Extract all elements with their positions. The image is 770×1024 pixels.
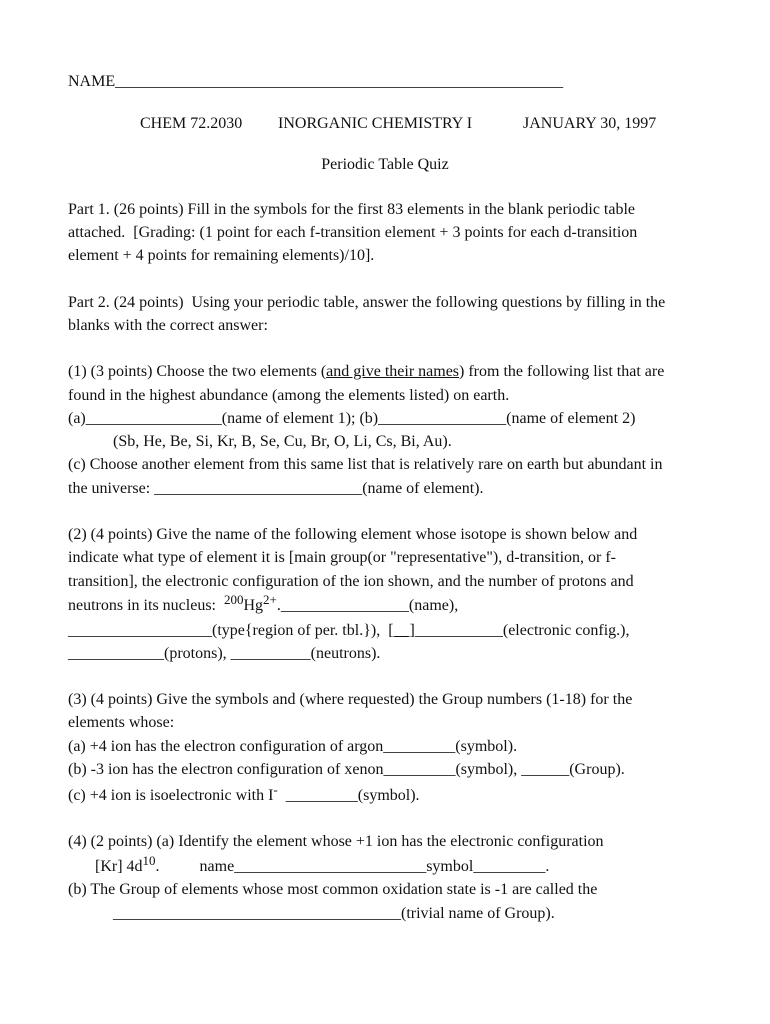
q4-answer-blank[interactable]: ____________________________________(trivial name of Group). bbox=[113, 905, 555, 922]
course-code: CHEM 72.2030 bbox=[140, 115, 243, 132]
q3-answer-blank[interactable] bbox=[68, 782, 420, 806]
q2-line: (2) (4 points) Give the name of the following element whose isotope is shown below and bbox=[68, 526, 638, 543]
q3-text: (c) +4 ion is isoelectronic with I bbox=[68, 787, 274, 804]
course-title: INORGANIC CHEMISTRY I bbox=[278, 115, 473, 132]
part1-line: element + 4 points for remaining elements)/10]. bbox=[68, 247, 375, 264]
part2-line: Part 2. (24 points) Using your periodic table, answer the following questions by filling in the bbox=[68, 294, 666, 311]
q2-line: transition], the electronic configuration of the ion shown, and the number of protons and bbox=[68, 573, 634, 590]
q4-name-symbol-blanks[interactable]: . name________________________symbol_________. bbox=[155, 858, 550, 875]
q2-text: neutrons in its nucleus: bbox=[68, 597, 224, 614]
q1-line: found in the highest abundance (among the elements listed) on earth. bbox=[68, 387, 510, 404]
q2-config-blank[interactable]: ___________(electronic config.), bbox=[414, 622, 630, 639]
q4-answer-blanks[interactable] bbox=[95, 853, 550, 877]
q1-line: (c) Choose another element from this same list that is relatively rare on earth but abundant in bbox=[68, 456, 663, 473]
q1-text: ) from the following list that are bbox=[459, 363, 665, 380]
q1-answer-blanks[interactable]: (a)_________________(name of element 1); (b)________________(name of element 2) bbox=[68, 410, 636, 427]
q2-answer-blanks[interactable] bbox=[68, 621, 629, 641]
q4-config-superscript: 10 bbox=[142, 853, 156, 868]
q2-name-blank[interactable]: .________________(name), bbox=[276, 597, 459, 614]
part1-line: attached. [Grading: (1 point for each f-transition element + 3 points for each d-transition bbox=[68, 224, 638, 241]
part2-line: blanks with the correct answer: bbox=[68, 317, 268, 334]
q1-element-list: (Sb, He, Be, Si, Kr, B, Se, Cu, Br, O, Li, Cs, Bi, Au). bbox=[113, 433, 452, 450]
part1-line: Part 1. (26 points) Fill in the symbols for the first 83 elements in the blank periodic table bbox=[68, 201, 636, 218]
name-field[interactable]: NAME________________________________________________________ bbox=[68, 73, 564, 90]
exam-date: JANUARY 30, 1997 bbox=[523, 115, 657, 132]
q3-line: (3) (4 points) Give the symbols and (where requested) the Group numbers (1-18) for the bbox=[68, 691, 633, 708]
q4-config: [Kr] 4d bbox=[95, 858, 143, 875]
q3-answer-blank[interactable]: (a) +4 ion has the electron configuration of argon_________(symbol). bbox=[68, 738, 518, 755]
q3-symbol-blank[interactable]: _________(symbol). bbox=[277, 787, 420, 804]
q4-line: (4) (2 points) (a) Identify the element whose +1 ion has the electronic configuration bbox=[68, 833, 604, 850]
q2-answer-blanks[interactable]: ____________(protons), __________(neutrons). bbox=[68, 645, 381, 662]
q2-line: indicate what type of element it is [main group(or "representative"), d-transition, or f- bbox=[68, 549, 616, 566]
isotope-mass-number: 200 bbox=[223, 592, 244, 607]
q1-line bbox=[68, 362, 664, 382]
q3-line: elements whose: bbox=[68, 714, 175, 731]
q1-answer-blank[interactable]: the universe: __________________________(name of element). bbox=[68, 480, 484, 497]
q1-text: (1) (3 points) Choose the two elements ( bbox=[68, 363, 327, 380]
q4-line: (b) The Group of elements whose most common oxidation state is -1 are called the bbox=[68, 881, 598, 898]
q1-underlined-text: and give their names bbox=[326, 363, 460, 380]
iodide-charge: - bbox=[273, 782, 278, 797]
quiz-title: Periodic Table Quiz bbox=[321, 156, 449, 173]
q2-noble-gas-core-blank[interactable]: [__] bbox=[388, 622, 415, 639]
isotope-symbol: Hg bbox=[243, 597, 264, 614]
isotope-charge: 2+ bbox=[263, 592, 277, 607]
q2-isotope-line[interactable] bbox=[68, 592, 459, 616]
q3-answer-blanks[interactable]: (b) -3 ion has the electron configuration of xenon_________(symbol), ______(Group). bbox=[68, 761, 625, 778]
q2-type-blank[interactable]: __________________(type{region of per. tbl.}), bbox=[68, 622, 389, 639]
